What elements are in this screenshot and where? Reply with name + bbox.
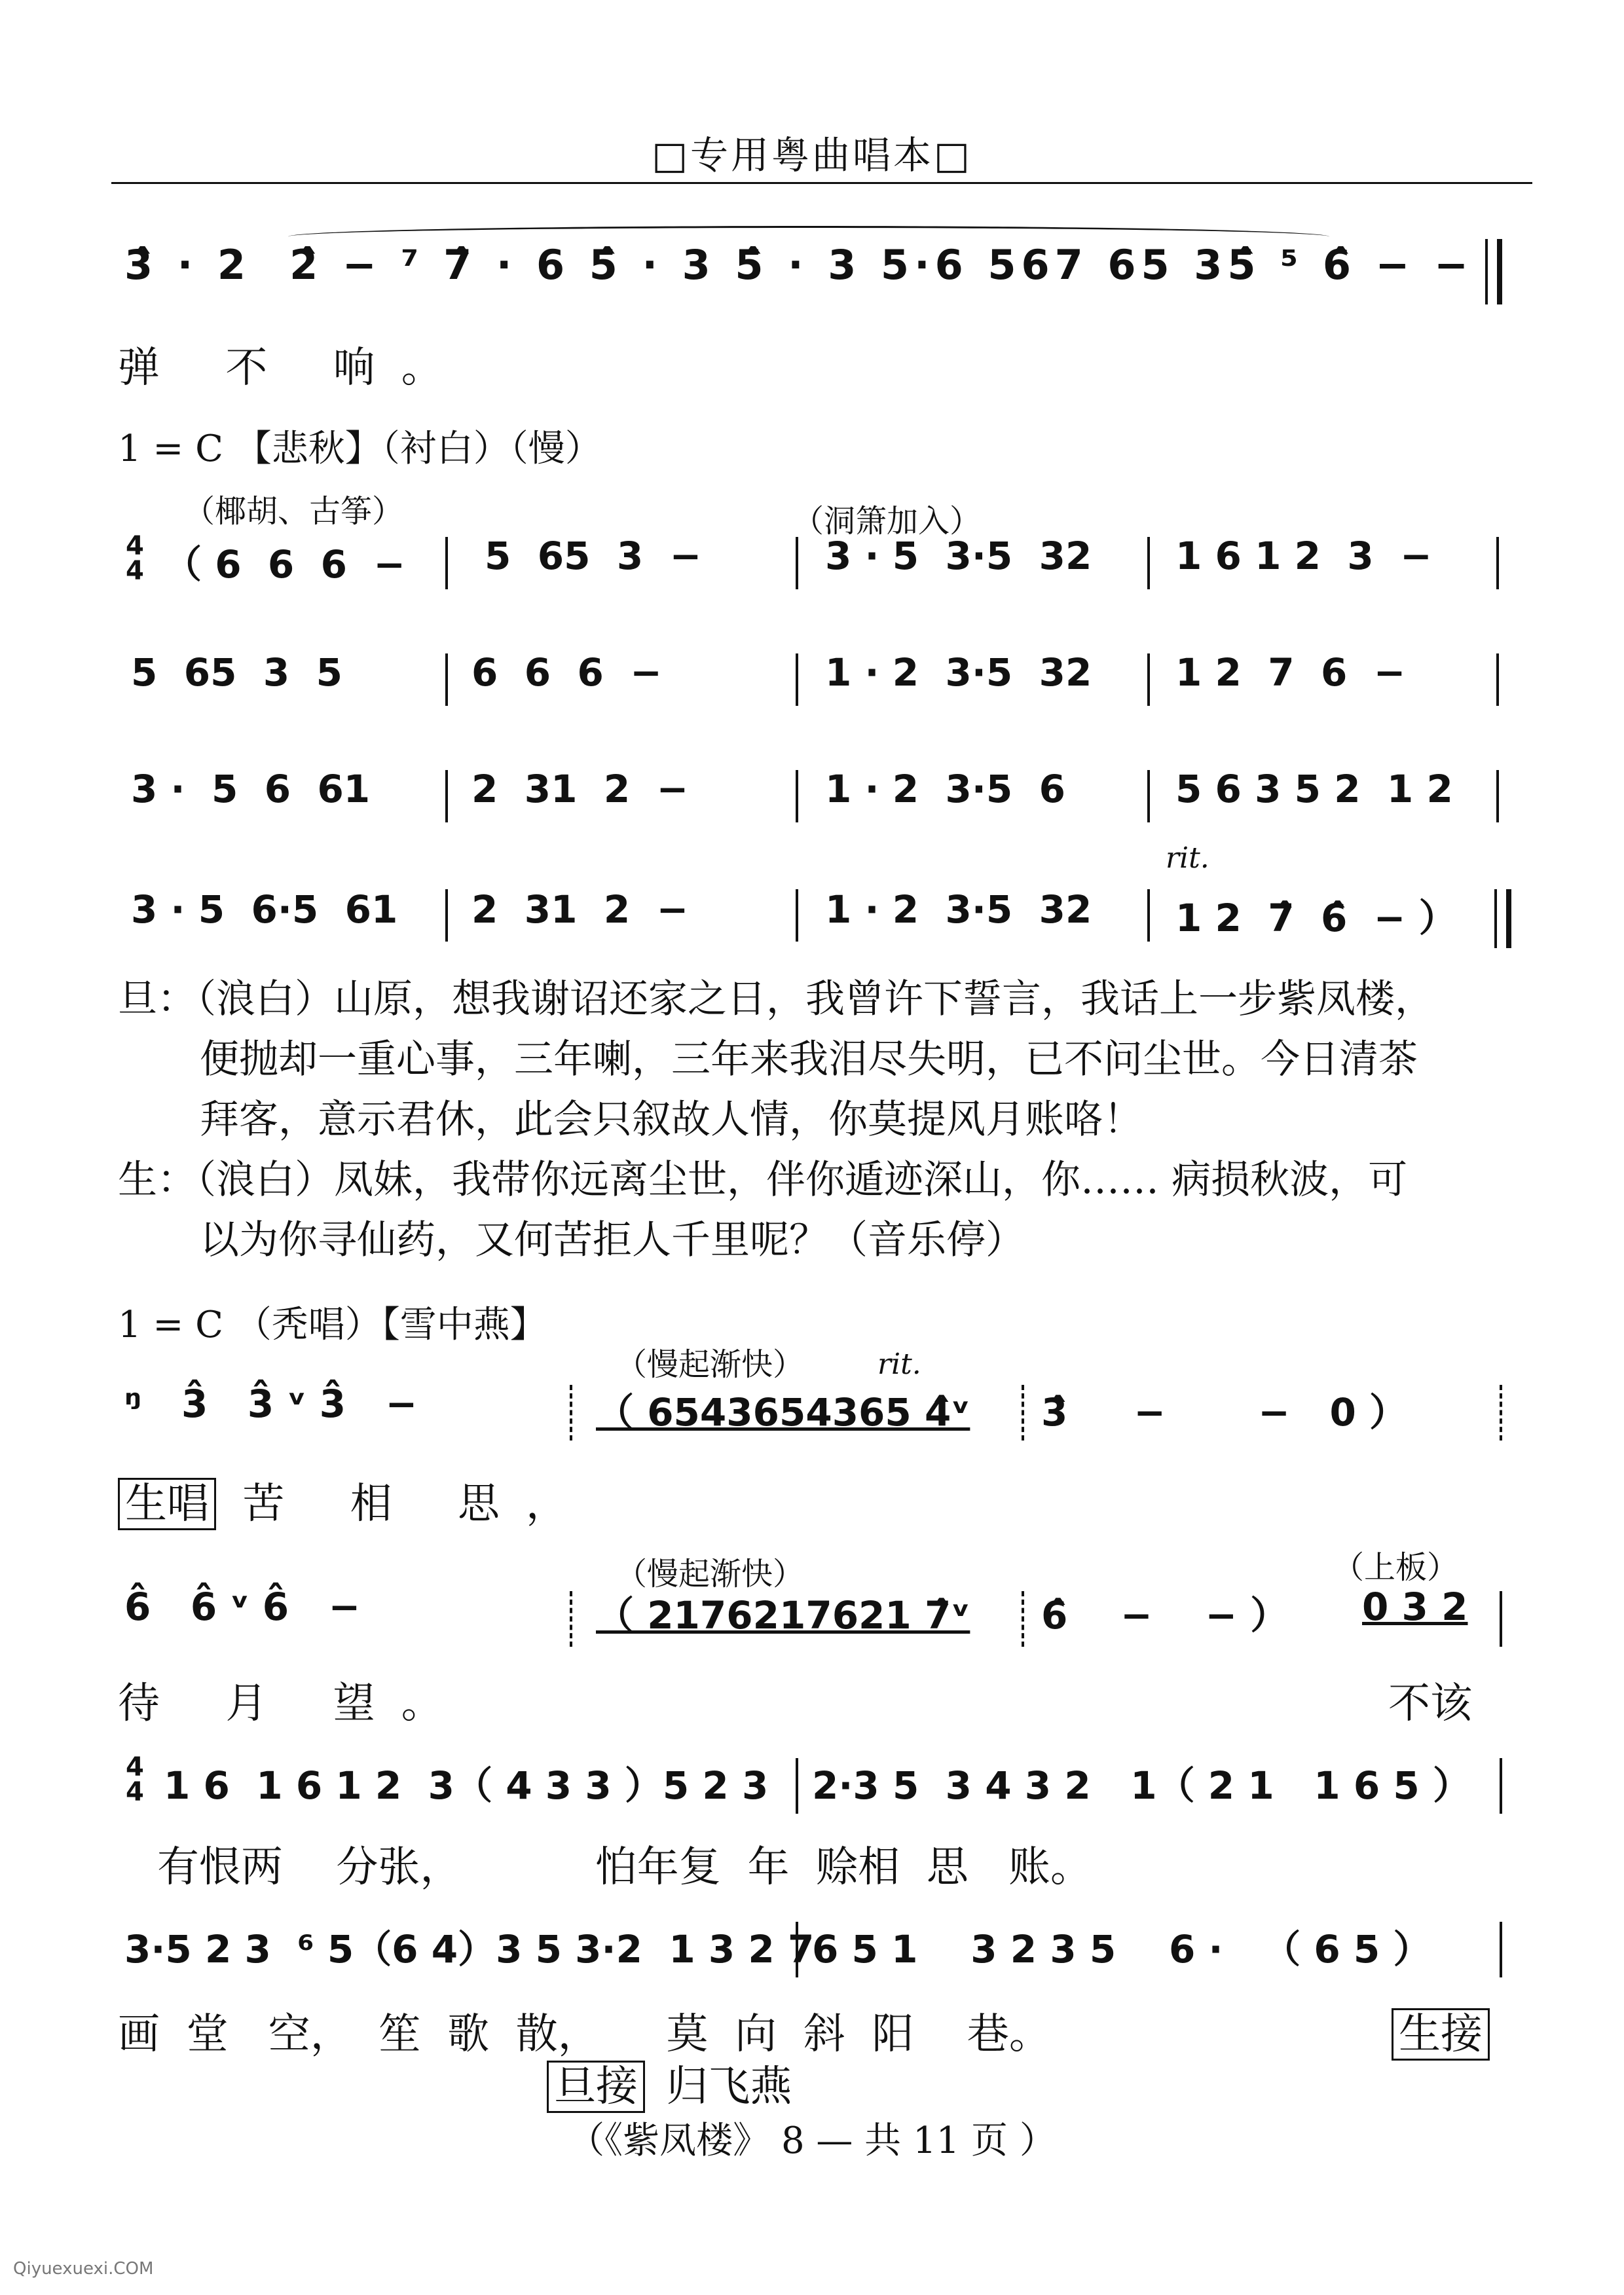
measure: 1 · 2 3·5 32 <box>825 887 1092 932</box>
dialogue-line: （浪白）山原，想我谢诏还家之日，我曾许下誓言，我话上一步紫凤楼， <box>196 976 1434 1022</box>
role-box-sheng <box>1392 2000 1490 2061</box>
notation-free-5: （ 2176217621 7̂ᵛ <box>596 1593 970 1638</box>
measure: 5 6 3 5 2 1 2 <box>1175 767 1453 811</box>
notation-free-4: 6̂ 6̂ ᵛ 6̂ − <box>124 1585 361 1629</box>
barline <box>796 653 798 706</box>
measure: 3 · 5 3·5 32 <box>825 534 1092 578</box>
barline <box>1496 770 1499 822</box>
dashed-barline <box>570 1591 572 1647</box>
barline <box>796 889 798 942</box>
measure: 3 · 5 6·5 61 <box>131 887 398 932</box>
role-label: 旦： <box>118 976 196 1022</box>
measure: 1 · 2 3·5 32 <box>825 650 1092 695</box>
barline <box>445 889 448 942</box>
dialogue-line: 便抛却一重心事，三年喇，三年来我泪尽失明，已不问尘世。今日清茶 <box>200 1037 1418 1082</box>
final-barline <box>1494 889 1511 948</box>
barline <box>796 537 798 589</box>
final-barline <box>1485 239 1502 304</box>
measure: （ 6 6 6 − <box>164 542 406 587</box>
measure: 1 6 1 2 3 − <box>1175 534 1432 578</box>
tempo-note: （慢起渐快） <box>616 1556 805 1592</box>
shangban-note: （上板） <box>1333 1549 1459 1586</box>
time-signature: 4 4 <box>126 1752 144 1807</box>
dashed-barline <box>1500 1385 1502 1441</box>
notation-measure: 6 5 1 3 2 3 5 6 · （ 6 5 ） <box>812 1927 1431 1972</box>
dialogue-block <box>118 969 1532 1270</box>
measure: 6 6 6 − <box>471 650 662 695</box>
notation-free-2: （ 6543654365 4̂ᵛ <box>596 1390 970 1435</box>
notation-measure: 2·3 5 3 4 3 2 1（ 2 1 1 6 5 ） <box>812 1763 1471 1808</box>
role-label: 生： <box>118 1157 196 1203</box>
barline <box>796 1922 798 1977</box>
lyric-line: 不该 <box>1388 1680 1472 1728</box>
barline <box>1500 1922 1502 1977</box>
barline <box>1496 537 1499 589</box>
lyric-line: 有恨两 分张， 怕年复 年 赊相 思 账。 <box>157 1843 1092 1892</box>
page-footer: （《紫凤楼》 8 — 共 11 页 ） <box>568 2120 1056 2162</box>
barline <box>1500 1591 1502 1647</box>
measure: 1 2 7̂ 6̂ − ） <box>1175 896 1457 940</box>
dialogue-line: 以为你寻仙药，又何苦拒人千里呢？（音乐停） <box>200 1217 1025 1263</box>
key-signature-xuezhongyan: 1 = C （秃唱）【雪中燕】 <box>118 1304 547 1346</box>
measure: 1 2 7 6 − <box>1175 650 1406 695</box>
measure: 2 31 2 − <box>471 767 689 811</box>
barline <box>445 653 448 706</box>
measure: 3 · 5 6 61 <box>131 767 371 811</box>
notation-pickup: 0 3 2 <box>1362 1585 1468 1629</box>
notation-free-1: ᵑ 3̂ 3̂ ᵛ 3̂ − <box>124 1382 418 1426</box>
lyric-line: 画 堂 空， 笙 歌 散， 莫 向 斜 阳 巷。 <box>118 2010 1051 2059</box>
barline <box>1147 653 1150 706</box>
barline <box>1147 537 1150 589</box>
dialogue-sheng <box>118 1150 1532 1210</box>
role-box: 旦接 <box>547 2061 645 2113</box>
barline <box>1147 770 1150 822</box>
instrument-note-1: （椰胡、古筝） <box>183 493 404 530</box>
barline <box>1147 889 1150 942</box>
notation-free-6: 6̂ − − ） <box>1041 1593 1289 1638</box>
watermark: Qiyuexuexi.COM <box>13 2259 154 2279</box>
dashed-barline <box>1022 1591 1024 1647</box>
lyric-line-dan <box>547 2053 792 2113</box>
measure: 2 31 2 − <box>471 887 689 932</box>
time-signature: 4 4 <box>126 531 144 586</box>
barline <box>796 1758 798 1814</box>
dashed-barline <box>570 1385 572 1441</box>
lyric-text: 归飞燕 <box>666 2063 792 2111</box>
role-box: 生接 <box>1392 2008 1490 2061</box>
rit-marking: rit. <box>877 1348 921 1381</box>
role-box: 生唱 <box>118 1478 216 1530</box>
notation-measure: 3·5 2 3 ⁶ 5（6 4）3 5 3·2 1 3 2 7 <box>124 1927 815 1972</box>
notation-measure: 1 6 1 6 1 2 3（ 4 3 3 ）5 2 3 <box>164 1763 769 1808</box>
lyric-line-1: 弹 不 响。 <box>118 344 470 392</box>
tempo-note: （慢起渐快） <box>616 1346 805 1383</box>
barline <box>445 770 448 822</box>
instrument-note-2: （洞箫加入） <box>792 503 982 540</box>
notation-free-3: 3̂ − − 0 ） <box>1041 1390 1407 1435</box>
header-rule <box>111 182 1532 184</box>
dialogue-line: 拜客，意示君休，此会只叙故人情，你莫提风月账咯！ <box>200 1097 1143 1143</box>
measure: 5 65 3 − <box>485 534 702 578</box>
measure: 1 · 2 3·5 6 <box>825 767 1066 811</box>
slur <box>288 226 1329 248</box>
page-header: □专用粤曲唱本□ <box>652 133 972 177</box>
barline <box>796 770 798 822</box>
dashed-barline <box>1022 1385 1024 1441</box>
barline <box>445 537 448 589</box>
dialogue-dan <box>118 969 1532 1029</box>
dialogue-line: （浪白）凤妹，我带你远离尘世，伴你遁迹深山，你…… 病损秋波，可 <box>196 1157 1408 1203</box>
barline <box>1496 653 1499 706</box>
rit-marking: rit. <box>1166 841 1209 875</box>
lyric-text: 苦 相 思， <box>242 1480 595 1528</box>
barline <box>1500 1758 1502 1814</box>
notation-text: 3̂ · 2 2̂ − ⁷ 7̂ · 6 5̂ · 3 5̂ · 3 5·6 567 65 35̂ ⁵ 6̂ − − <box>124 241 1474 289</box>
lyric-line: 待 月 望。 <box>118 1680 470 1728</box>
key-signature-beiqiu: 1 = C 【悲秋】（衬白）（慢） <box>118 428 602 470</box>
measure: 5 65 3 5 <box>131 650 342 695</box>
lyric-line <box>118 1470 594 1530</box>
